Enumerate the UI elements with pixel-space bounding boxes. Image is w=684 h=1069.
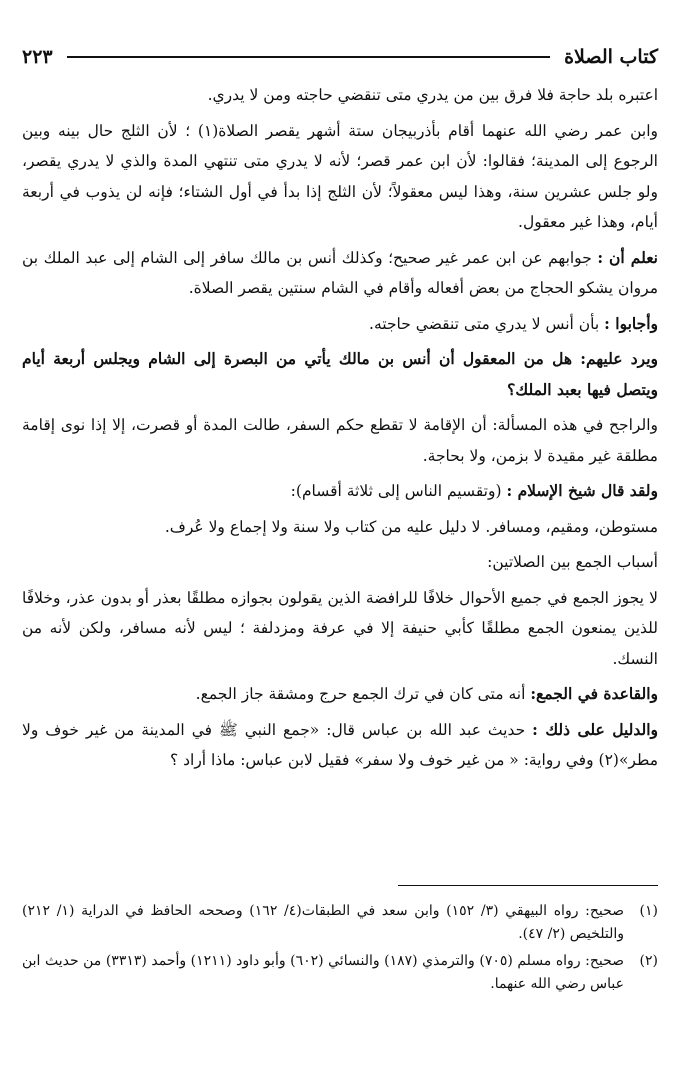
paragraph [22,309,658,340]
paragraph-lead: ويرد عليهم: هل من المعقول أن أنس بن مالك يأتي من البصرة إلى الشام ويجلس أربعة أيام ويتصل فيها بعبد الملك؟ [22,349,658,399]
paragraph-text: مستوطن، ومقيم، ومسافر. لا دليل عليه من كتاب ولا سنة ولا إجماع ولا عُرف. [164,517,658,536]
paragraph [22,679,658,710]
paragraph [22,512,658,543]
paragraph-text: وابن عمر رضي الله عنهما أقام بأذربيجان ستة أشهر يقصر الصلاة(١) ؛ لأن الثلج حال بينه وبين الرجوع إلى المدينة؛ فقالوا: لأن ابن عمر قصر؛ لأنه لا يدري متى تنتهي المدة والذي لا يدري يقصر، ولو جلس عشرين سنة، وهذا ليس معقولاً؛ لأن الثلج إذا بدأ في أول الشتاء؛ فإنه لن يذوب في أربعة أيام، وهذا غير معقول. [22,121,658,231]
paragraph-text: لا يجوز الجمع في جميع الأحوال خلافًا للرافضة الذين يقولون بجوازه مطلقًا بعذر أو بدون عذر، وخلافًا للذين يمنعون الجمع مطلقًا كأبي حنيفة إلا في عرفة ومزدلفة ؛ ليس لأنه مسافر، ولكن لأنه من النسك. [22,588,658,668]
section-heading [22,547,658,578]
paragraph-text: أنه متى كان في ترك الجمع حرج ومشقة جاز الجمع. [195,685,526,703]
paragraph [22,116,658,238]
running-title: كتاب الصلاة [564,46,658,68]
paragraph [22,410,658,471]
paragraph-text: اعتبره بلد حاجة فلا فرق بين من يدري متى تنقضي حاجته ومن لا يدري. [207,86,658,104]
footnote-text: صحيح: رواه البيهقي (٣/ ١٥٢) وابن سعد في الطبقات(٤/ ١٦٢) وصححه الحافظ في الدراية (١/ ٢١٢) والتلخيص (٢/ ٤٧). [22,903,625,942]
paragraph-text: أسباب الجمع بين الصلاتين: [487,553,658,571]
paragraph-text: جوابهم عن ابن عمر غير صحيح؛ وكذلك أنس بن مالك سافر إلى الشام إلى عبد الملك بن مروان يشكو الحجاج من بعض أفعاله وأقام في الشام سنتين يقصر الصلاة. [22,248,658,297]
paragraph [22,243,658,304]
page-number: ٢٢٣ [22,46,53,68]
paragraph [22,80,658,111]
main-text [22,80,658,776]
paragraph [22,476,658,507]
footnote [22,950,658,996]
paragraph-lead: والدليل على ذلك : [532,719,658,739]
paragraph [22,344,658,405]
paragraph-text: (وتقسيم الناس إلى ثلاثة أقسام): [290,482,502,500]
footnote-text: صحيح: رواه مسلم (٧٠٥) والترمذي (١٨٧) والنسائي (٦٠٢) وأبو داود (١٢١١) وأحمد (٣٣١٣) من حديث ابن عباس رضي الله عنهما. [22,953,625,992]
footnote-separator [398,885,658,886]
paragraph-text: والراجح في هذه المسألة: أن الإقامة لا تقطع حكم السفر، طالت المدة أو قصرت، إلا إذا نوى إقامة مطلقة غير مقيدة لا بزمن، ولا بحاجة. [22,416,658,465]
header-rule [67,56,550,58]
page-header [22,40,658,74]
paragraph-lead: والقاعدة في الجمع: [530,684,658,703]
footnotes [22,900,658,1000]
footnote-number: (٢) [639,953,658,969]
paragraph [22,715,658,776]
paragraph-text: بأن أنس لا يدري متى تنقضي حاجته. [369,314,600,333]
paragraph-lead: نعلم أن : [597,247,658,267]
paragraph-lead: وأجابوا : [604,313,658,333]
paragraph [22,583,658,675]
paragraph-text: حديث عبد الله بن عباس قال: «جمع النبي ﷺ في المدينة من غير خوف ولا مطر»(٢) وفي رواية: « من غير خوف ولا سفر» فقيل لابن عباس: ماذا أراد ؟ [22,720,658,769]
footnote [22,900,658,946]
paragraph-lead: ولقد قال شيخ الإسلام : [506,481,658,500]
footnote-number: (١) [639,903,658,919]
